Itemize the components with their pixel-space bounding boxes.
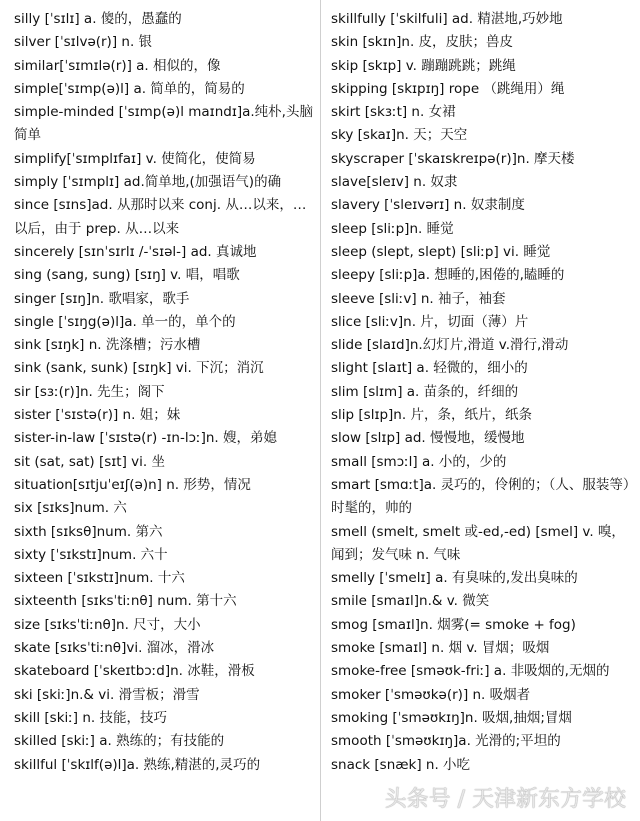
word-entry: skipping [skɪpɪŋ] rope （跳绳用）绳 — [331, 80, 565, 97]
word-entry: sky [skaɪ]n. 天；天空 — [331, 127, 468, 144]
word-entry: snack [snæk] n. 小吃 — [331, 756, 471, 773]
word-entry: smelly [ˈsmelɪ] a. 有臭味的,发出臭味的 — [331, 570, 578, 587]
word-entry: slim [slɪm] a. 苗条的，纤细的 — [331, 383, 519, 400]
word-entry: smooth [ˈsməʊkɪŋ]a. 光滑的;平坦的 — [331, 733, 561, 750]
word-entry: sixty [ˈsɪkstɪ]num. 六十 — [14, 546, 168, 563]
word-entry: skillful [ˈskɪlf(ə)l]a. 熟练,精湛的,灵巧的 — [14, 756, 261, 773]
word-entry: sleep (slept, slept) [sliːp] vi. 睡觉 — [331, 243, 551, 260]
column-divider — [320, 0, 321, 821]
word-entry: skyscraper [ˈskaɪskreɪpə(r)]n. 摩天楼 — [331, 150, 575, 167]
source-watermark: 头条号 / 天津新东方学校 — [384, 787, 626, 812]
word-entry: similar[ˈsɪmɪlə(r)] a. 相似的，像 — [14, 57, 221, 74]
word-entry: situation[sɪtjuˈeɪʃ(ə)n] n. 形势，情况 — [14, 476, 251, 493]
word-entry: sink (sank, sunk) [sɪŋk] vi. 下沉；消沉 — [14, 360, 264, 377]
word-entry: sixteen [ˈsɪkstɪ]num. 十六 — [14, 570, 185, 587]
word-entry: sing (sang, sung) [sɪŋ] v. 唱，唱歌 — [14, 267, 240, 284]
word-entry: smoke [smaɪl] n. 烟 v. 冒烟；吸烟 — [331, 640, 550, 657]
word-entry: slave[sleɪv] n. 奴隶 — [331, 174, 458, 191]
word-entry: small [smɔːl] a. 小的，少的 — [331, 453, 507, 470]
word-entry: smart [smɑːt]a. 灵巧的，伶俐的；（人、服装等）时髦的，帅的 — [331, 476, 630, 517]
word-entry: silver [ˈsɪlvə(r)] n. 银 — [14, 34, 153, 51]
word-entry: simply [ˈsɪmplɪ] ad.简单地,(加强语气)的确 — [14, 174, 282, 191]
word-entry: sleeve [sliːv] n. 袖子，袖套 — [331, 290, 506, 307]
word-entry: sleepy [sliːp]a. 想睡的,困倦的,瞌睡的 — [331, 267, 565, 284]
word-entry: sleep [sliːp]n. 睡觉 — [331, 220, 454, 237]
left-word-column — [14, 8, 314, 777]
word-entry: skillfully [ˈskilfuli] ad. 精湛地,巧妙地 — [331, 11, 563, 27]
word-entry: simple-minded [ˈsɪmp(ə)l maɪndɪ]a.纯朴,头脑简单 — [14, 104, 313, 144]
word-entry: sister [ˈsɪstə(r)] n. 姐；妹 — [14, 407, 181, 424]
word-entry: skateboard [ˈskeɪtbɔːd]n. 冰鞋，滑板 — [14, 663, 255, 680]
word-entry: silly [ˈsɪlɪ] a. 傻的，愚蠢的 — [14, 11, 182, 27]
word-entry: slice [sliːv]n. 片，切面（薄）片 — [331, 313, 529, 330]
word-entry: slavery [ˈsleɪvərɪ] n. 奴隶制度 — [331, 197, 525, 214]
word-entry: singer [sɪŋ]n. 歌唱家，歌手 — [14, 290, 190, 307]
word-entry: sir [sɜː(r)]n. 先生；阁下 — [14, 383, 165, 400]
word-entry: smoke-free [sməʊk-friː] a. 非吸烟的,无烟的 — [331, 663, 610, 680]
word-entry: skip [skɪp] v. 蹦蹦跳跳；跳绳 — [331, 57, 516, 74]
word-entry: smog [smaɪl]n. 烟雾(= smoke + fog) — [331, 616, 576, 633]
word-entry: smoking [ˈsməʊkɪŋ]n. 吸烟,抽烟;冒烟 — [331, 709, 572, 726]
word-entry: skilled [skiː] a. 熟练的；有技能的 — [14, 733, 225, 750]
word-entry: smell (smelt, smelt 或-ed,-ed) [smel] v. 嗅，闻到；发气味 n. 气味 — [331, 523, 625, 563]
word-entry: simplify[ˈsɪmplɪfaɪ] v. 使简化，使简易 — [14, 150, 256, 167]
word-entry: six [sɪks]num. 六 — [14, 500, 127, 517]
word-entry: simple[ˈsɪmp(ə)l] a. 简单的，简易的 — [14, 80, 245, 97]
word-entry: sit (sat, sat) [sɪt] vi. 坐 — [14, 453, 165, 470]
word-entry: slight [slaɪt] a. 轻微的，细小的 — [331, 360, 528, 377]
word-entry: smoker [ˈsməʊkə(r)] n. 吸烟者 — [331, 686, 531, 703]
word-entry: skin [skɪn]n. 皮，皮肤；兽皮 — [331, 34, 514, 51]
word-entry: sixth [sɪksθ]num. 第六 — [14, 523, 163, 540]
word-entry: skate [sɪksˈtiːnθ]vi. 溜冰，滑冰 — [14, 640, 215, 657]
word-entry: skirt [skɜːt] n. 女裙 — [331, 104, 456, 121]
word-entry: size [sɪksˈtiːnθ]n. 尺寸，大小 — [14, 616, 201, 633]
word-entry: single [ˈsɪŋg(ə)l]a. 单一的，单个的 — [14, 313, 236, 330]
word-entry: sink [sɪŋk] n. 洗涤槽；污水槽 — [14, 337, 201, 354]
word-entry: sister-in-law [ˈsɪstə(r) -ɪn-lɔː]n. 嫂，弟媳 — [14, 430, 277, 447]
word-entry: since [sɪns]ad. 从那时以来 conj. 从…以来，…以后，由于 prep. 从…以来 — [14, 197, 307, 237]
right-word-column — [331, 8, 631, 777]
word-entry: slip [slɪp]n. 片，条，纸片，纸条 — [331, 407, 532, 424]
word-entry: slide [slaɪd]n.幻灯片,滑道 v.滑行,滑动 — [331, 337, 569, 354]
word-entry: sincerely [sɪnˈsɪrlɪ /-ˈsɪəl-] ad. 真诚地 — [14, 243, 257, 260]
word-entry: ski [skiː]n.& vi. 滑雪板；滑雪 — [14, 686, 200, 703]
word-entry: sixteenth [sɪksˈtiːnθ] num. 第十六 — [14, 593, 237, 610]
word-entry: slow [slɪp] ad. 慢慢地，缓慢地 — [331, 430, 525, 447]
word-entry: skill [skiː] n. 技能，技巧 — [14, 709, 168, 726]
word-entry: smile [smaɪl]n.& v. 微笑 — [331, 593, 490, 610]
